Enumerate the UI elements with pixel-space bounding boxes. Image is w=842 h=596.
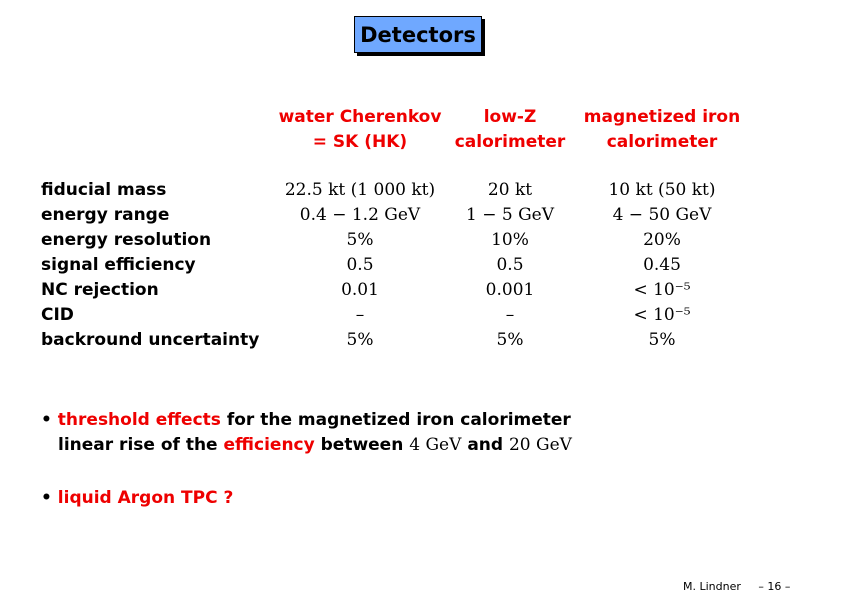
table-cell: 20 kt <box>487 180 533 200</box>
bullet-text: and <box>467 435 504 455</box>
energy-value: 20 GeV <box>508 435 572 455</box>
table-cell: 0.01 <box>341 280 379 300</box>
table-cell: 5% <box>496 330 524 350</box>
column-header-line2: calorimeter <box>454 132 566 152</box>
footer <box>683 580 790 593</box>
table-cell: 22.5 kt (1 000 kt) <box>284 180 436 200</box>
row-label-nc-rejection: NC rejection <box>41 280 159 300</box>
highlight-text: efficiency <box>223 435 315 455</box>
row-label-cid: CID <box>41 305 74 325</box>
footer-author: M. Lindner <box>683 580 741 593</box>
highlight-text: liquid Argon TPC ? <box>57 488 234 508</box>
row-label-energy-range: energy range <box>41 205 170 225</box>
bullet-subline <box>58 433 572 457</box>
table-cell: 10% <box>491 230 529 250</box>
table-cell: < 10⁻⁵ <box>633 280 691 300</box>
table-cell: 0.4 − 1.2 GeV <box>299 205 421 225</box>
bullet-marker: • <box>41 410 52 430</box>
row-label-energy-resolution: energy resolution <box>41 230 212 250</box>
table-cell: 4 − 50 GeV <box>612 205 712 225</box>
bullet-liquid-argon <box>41 486 233 510</box>
table-cell: – <box>355 305 365 325</box>
column-header-line1: magnetized iron <box>583 107 741 127</box>
bullet-text: linear rise of the <box>58 435 218 455</box>
highlight-text: threshold effects <box>57 410 221 430</box>
table-cell: 1 − 5 GeV <box>465 205 554 225</box>
bullet-text: for the magnetized iron calorimeter <box>226 410 571 430</box>
table-cell: 0.45 <box>643 255 681 275</box>
table-cell: < 10⁻⁵ <box>633 305 691 325</box>
column-header-water-cherenkov <box>270 105 450 155</box>
table-cell: 20% <box>643 230 681 250</box>
column-header-magnetized-iron <box>580 105 744 155</box>
column-header-line2: calorimeter <box>606 132 718 152</box>
column-header-line2: = SK (HK) <box>312 132 408 152</box>
column-header-low-z <box>435 105 585 155</box>
energy-value: 4 GeV <box>409 435 462 455</box>
bullet-text: between <box>320 435 404 455</box>
column-header-line1: low-Z <box>483 107 537 127</box>
column-header-line1: water Cherenkov <box>278 107 442 127</box>
table-cell: 0.5 <box>496 255 524 275</box>
page-title <box>354 16 482 53</box>
table-cell: 5% <box>346 330 374 350</box>
table-cell: 5% <box>346 230 374 250</box>
table-cell: 0.5 <box>346 255 374 275</box>
table-cell: 10 kt (50 kt) <box>608 180 716 200</box>
row-label-backround-uncertainty: backround uncertainty <box>41 330 260 350</box>
table-cell: 0.001 <box>485 280 535 300</box>
row-label-fiducial-mass: fiducial mass <box>41 180 167 200</box>
bullet-marker: • <box>41 488 52 508</box>
row-label-signal-efficiency: signal efficiency <box>41 255 196 275</box>
table-cell: 5% <box>648 330 676 350</box>
page-title-text: Detectors <box>360 22 476 47</box>
table-cell: – <box>505 305 515 325</box>
bullet-threshold-effects <box>41 408 571 432</box>
page-number: – 16 – <box>758 580 791 593</box>
